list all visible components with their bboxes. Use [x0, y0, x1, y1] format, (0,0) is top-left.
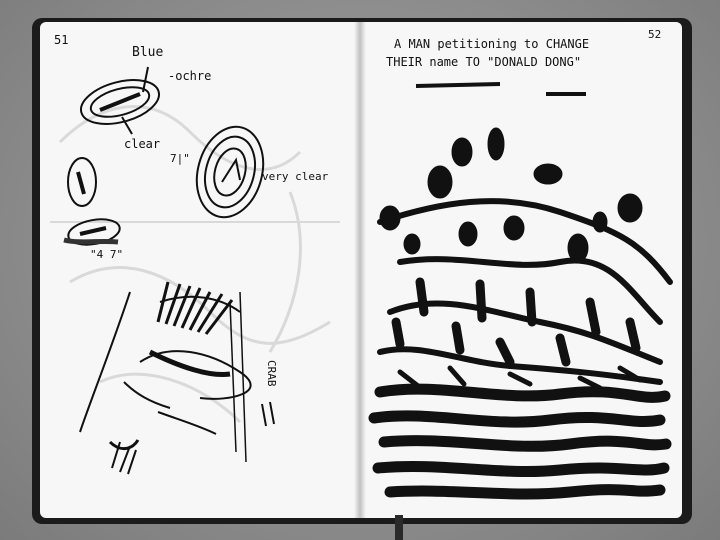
left-page	[40, 22, 360, 518]
left-page-number: 51	[54, 33, 69, 47]
label-clear: clear	[124, 137, 161, 151]
label-numbers-top: 7|"	[170, 152, 190, 165]
right-page	[360, 22, 682, 518]
label-numbers-mid: "4 7"	[90, 248, 124, 261]
label-very-clear: very clear	[262, 170, 329, 183]
right-page-number: 52	[648, 28, 662, 41]
label-ochre: -ochre	[168, 69, 212, 83]
caption-line-2: THEIR name TO "DONALD DONG"	[386, 55, 582, 69]
caption-line-1: A MAN petitioning to CHANGE	[394, 37, 590, 51]
concentric-sketch	[187, 119, 273, 224]
label-blue: Blue	[132, 45, 164, 60]
oval-sketch-large	[76, 67, 164, 134]
bookmark-ribbon	[395, 515, 403, 540]
right-page-sketches	[360, 22, 682, 518]
ink-landscape-with-birds	[374, 128, 670, 494]
page-gutter	[354, 22, 366, 518]
pebble-sketches	[66, 158, 121, 248]
label-crab: CRAB	[265, 360, 278, 387]
left-page-sketches	[40, 22, 360, 518]
